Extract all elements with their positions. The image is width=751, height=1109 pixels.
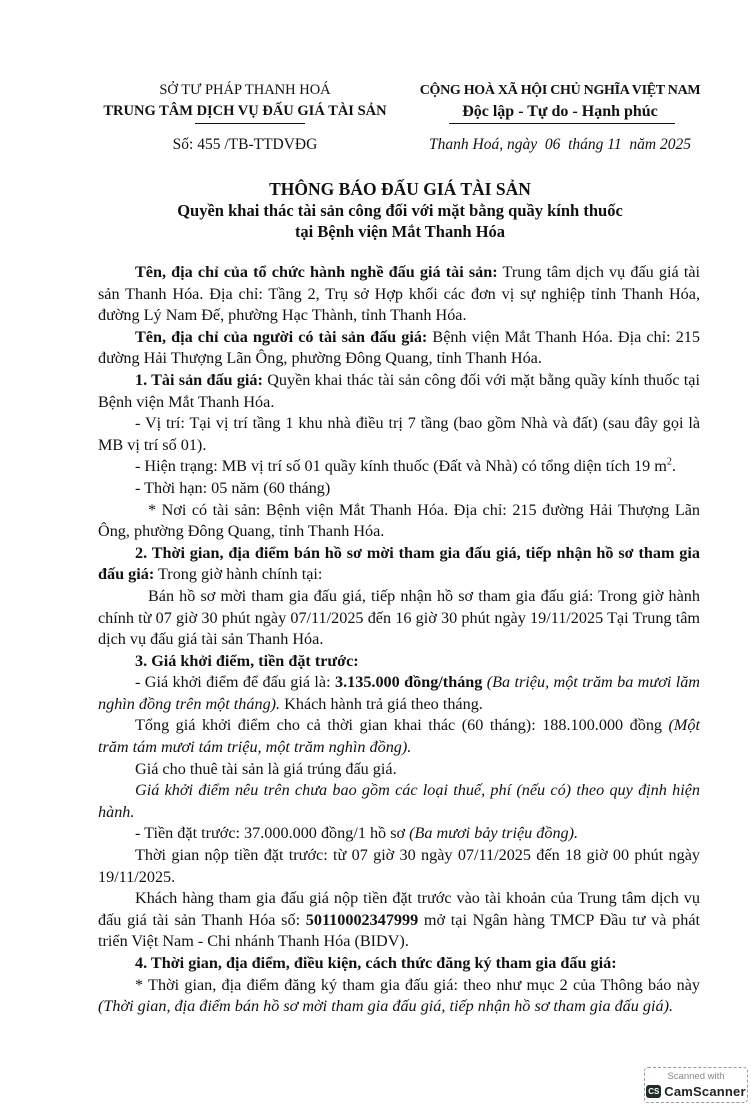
section-2 [98,543,700,586]
deposit-time: Thời gian nộp tiền đặt trước: từ 07 giờ 30 ngày 07/11/2025 đến 18 giờ 00 phút ngày 19/11/2025. [98,846,700,886]
owner-paragraph [98,327,700,370]
asset-status-text: - Hiện trạng: MB vị trí số 01 quầy kính thuốc (Đất và Nhà) có tổng diện tích 19 m [135,457,667,476]
owner-label: Tên, địa chỉ của người có tài sản đấu giá: [135,327,428,346]
deposit-text: - Tiền đặt trước: 37.000.000 đồng/1 hồ sơ [135,824,410,843]
section-2-text: Trong giờ hành chính tại: [154,565,323,584]
section-3-label: 3. Giá khởi điểm, tiền đặt trước: [135,651,359,670]
asset-status-end: . [671,457,676,476]
deposit [98,823,700,845]
price-note [98,780,700,823]
camscanner-logo-icon: CS [648,1087,660,1096]
organizer-text: Trung tâm dịch vụ đấu giá tài sản Thanh Hóa. Địa chỉ: Tầng 2, Trụ sở Hợp khối các đơn vị sự nghiệp tỉnh Thanh Hóa, đường Lý Nam Đế, phường Hạc Thành, tỉnh Thanh Hóa. [98,263,700,325]
organizer-label: Tên, địa chỉ của tổ chức hành nghề đấu giá tài sản: [135,263,498,281]
place-date: Thanh Hoá, ngày 06 tháng 11 năm 2025 [429,136,691,153]
section-1-label: 1. Tài sản đấu giá: [135,370,263,389]
center-name: TRUNG TÂM DỊCH VỤ ĐẤU GIÁ TÀI SẢN [103,103,387,119]
account-number: 50110002347999 [305,910,419,929]
header-right [400,80,720,156]
document-subtitle-2: tại Bệnh viện Mắt Thanh Hóa [294,222,506,241]
registration-text: * Thời gian, địa điểm đăng ký tham gia đấu giá: theo như mục 2 của Thông báo này [135,975,700,994]
header-left-underline [80,122,410,128]
organizer-paragraph [98,262,700,327]
document-title-block [100,178,700,242]
owner-text: Bệnh viện Mắt Thanh Hóa. Địa chỉ: 215 đường Hải Thượng Lãn Ông, phường Đông Quang, tỉnh Thanh Hóa. [98,327,700,368]
deposit-account [98,888,700,953]
total-price-words: (Một trăm tám mươi tám triệu, một trăm nghìn đồng). [98,716,700,757]
header-left [80,80,410,156]
header-right-underline [400,122,720,128]
asset-term: - Thời hạn: 05 năm (60 tháng) [135,478,331,497]
section-2-label: 2. Thời gian, địa điểm bán hồ sơ mời tham gia đấu giá, tiếp nhận hồ sơ tham gia đấu giá: [98,543,700,584]
section-2-detail: Bán hồ sơ mời tham gia đấu giá, tiếp nhận hồ sơ tham gia đấu giá: Trong giờ hành chính từ 07 giờ 30 phút ngày 07/11/2025 đến 16 giờ 30 phút ngày 19/11/2025 Tại Trung tâm dịch vụ đấu giá tài sản Thanh Hóa. [98,586,700,649]
starting-price [98,672,700,715]
section-3-heading [98,651,700,673]
starting-price-words: (Ba triệu, một trăm ba mươi lăm nghìn đồng trên một tháng). [98,673,700,713]
starting-price-prefix: - Giá khởi điểm để đấu giá là: [135,673,335,692]
section-4-heading [98,953,700,975]
account-bank: mở tại Ngân hàng TMCP Đầu tư và phát triển Việt Nam - Chi nhánh Thanh Hóa (BIDV). [98,910,701,951]
national-motto: Độc lập - Tự do - Hạnh phúc [462,103,658,120]
document-subtitle-1: Quyền khai thác tài sản công đối với mặt bằng quầy kính thuốc [177,201,623,220]
asset-location: - Vị trí: Tại vị trí tầng 1 khu nhà điều trị 7 tầng (bao gồm Nhà và đất) (sau đây gọi là MB vị trí số 01). [98,414,700,454]
rent-price: Giá cho thuê tài sản là giá trúng đấu giá. [135,759,397,778]
watermark-brand [645,1084,747,1099]
watermark-brand-name: CamScanner [664,1084,746,1099]
starting-price-note: Khách hành trả giá theo tháng. [280,694,483,713]
doc-number: Số: 455 /TB-TTDVĐG [172,136,318,153]
document-body [98,262,700,1018]
section-4-text [98,975,700,1018]
deposit-words: (Ba mươi bảy triệu đồng). [409,824,579,843]
watermark-top-text: Scanned with [667,1071,725,1082]
camscanner-watermark [644,1067,748,1103]
account-prefix: Khách hàng tham gia đấu giá nộp tiền đặt trước vào tài khoản của Trung tâm dịch vụ đấu giá tài sản Thanh Hóa số: [98,889,700,929]
section-1 [98,370,700,413]
asset-status [98,456,700,478]
agency-name: SỞ TƯ PHÁP THANH HOÁ [159,82,331,98]
nation-name: CỘNG HOÀ XÃ HỘI CHỦ NGHĨA VIỆT NAM [419,83,701,98]
section-1-text: Quyền khai thác tài sản công đối với mặt bằng quầy kính thuốc tại Bệnh viện Mắt Thanh Hóa. [98,370,700,411]
total-starting-price [98,715,700,758]
registration-note: (Thời gian, địa điểm bán hồ sơ mời tham gia đấu giá, tiếp nhận hồ sơ tham gia đấu giá). [98,997,674,1016]
price-note-text: Giá khởi điểm nêu trên chưa bao gồm các loại thuế, phí (nếu có) theo quy định hiện hành. [98,781,700,821]
document-title: THÔNG BÁO ĐẤU GIÁ TÀI SẢN [269,179,531,199]
starting-price-value: 3.135.000 đồng/tháng [334,673,483,692]
asset-place: * Nơi có tài sản: Bệnh viện Mắt Thanh Hóa. Địa chỉ: 215 đường Hải Thượng Lãn Ông, phường Đông Quang, tỉnh Thanh Hóa. [98,500,700,541]
section-4-label: 4. Thời gian, địa điểm, điều kiện, cách thức đăng ký tham gia đấu giá: [135,954,617,972]
total-price-text: Tổng giá khởi điểm cho cả thời gian khai thác (60 tháng): 188.100.000 đồng [135,716,669,735]
area-unit-superscript: 2 [666,456,672,468]
